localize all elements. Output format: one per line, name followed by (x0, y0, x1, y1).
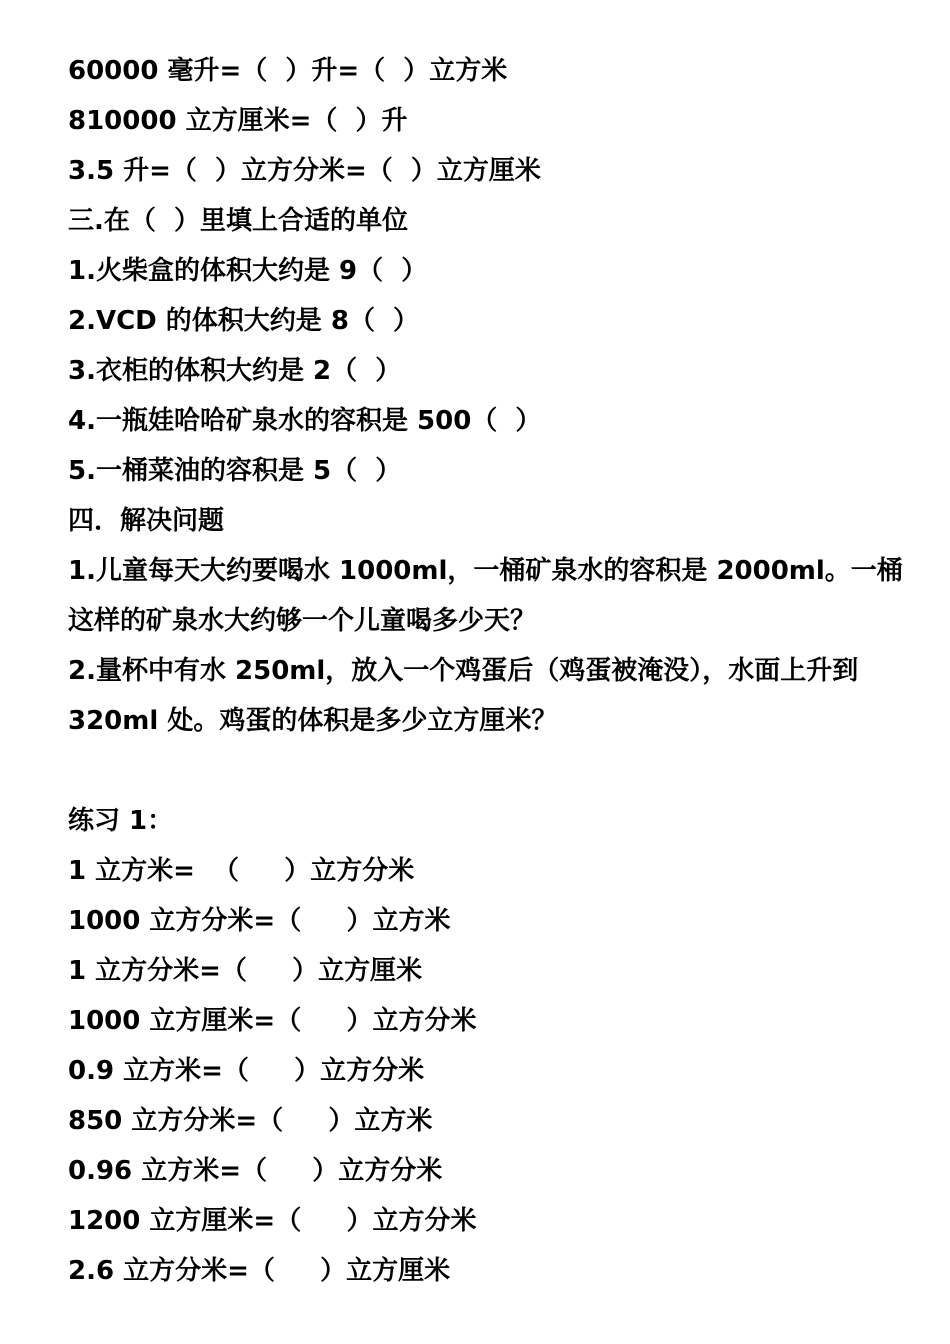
conversion-line: 3.5 升=（ ）立方分米=（ ）立方厘米 (68, 156, 541, 186)
section-3-heading: 三.在（ ）里填上合适的单位 (68, 206, 408, 236)
practice-item: 1000 立方分米=（ ）立方米 (68, 906, 451, 936)
section-3-item: 3.衣柜的体积大约是 2（ ） (68, 356, 402, 386)
problem-line: 320ml 处。鸡蛋的体积是多少立方厘米？ (68, 706, 558, 736)
practice-item: 2.6 立方分米=（ ）立方厘米 (68, 1256, 451, 1286)
practice-item: 1 立方分米=（ ）立方厘米 (68, 956, 423, 986)
practice-item: 850 立方分米=（ ）立方米 (68, 1106, 433, 1136)
section-3 (68, 196, 918, 496)
problem-line: 1.儿童每天大约要喝水 1000ml，一桶矿泉水的容积是 2000ml。一桶 (68, 556, 903, 586)
section-4-heading: 四．解决问题 (68, 506, 225, 536)
conversion-line: 810000 立方厘米=（ ）升 (68, 106, 408, 136)
problem-line: 2.量杯中有水 250ml，放入一个鸡蛋后（鸡蛋被淹没），水面上升到 (68, 656, 859, 686)
practice-1 (68, 796, 918, 1296)
unit-conversion-block (68, 46, 918, 196)
section-4 (68, 496, 918, 746)
practice-item: 1 立方米= （ ）立方分米 (68, 856, 415, 886)
practice-1-heading: 练习 1： (68, 806, 174, 836)
spacer (68, 746, 918, 796)
practice-item: 0.9 立方米=（ ）立方分米 (68, 1056, 425, 1086)
problem-line: 这样的矿泉水大约够一个儿童喝多少天？ (68, 606, 537, 636)
practice-item: 1000 立方厘米=（ ）立方分米 (68, 1006, 477, 1036)
section-3-item: 4.一瓶娃哈哈矿泉水的容积是 500（ ） (68, 406, 542, 436)
conversion-line: 60000 毫升=（ ）升=（ ）立方米 (68, 56, 508, 86)
section-3-item: 5.一桶菜油的容积是 5（ ） (68, 456, 402, 486)
section-3-item: 2.VCD 的体积大约是 8（ ） (68, 306, 420, 336)
worksheet-page (68, 46, 918, 1296)
practice-item: 0.96 立方米=（ ）立方分米 (68, 1156, 443, 1186)
section-3-item: 1.火柴盒的体积大约是 9（ ） (68, 256, 428, 286)
practice-item: 1200 立方厘米=（ ）立方分米 (68, 1206, 477, 1236)
